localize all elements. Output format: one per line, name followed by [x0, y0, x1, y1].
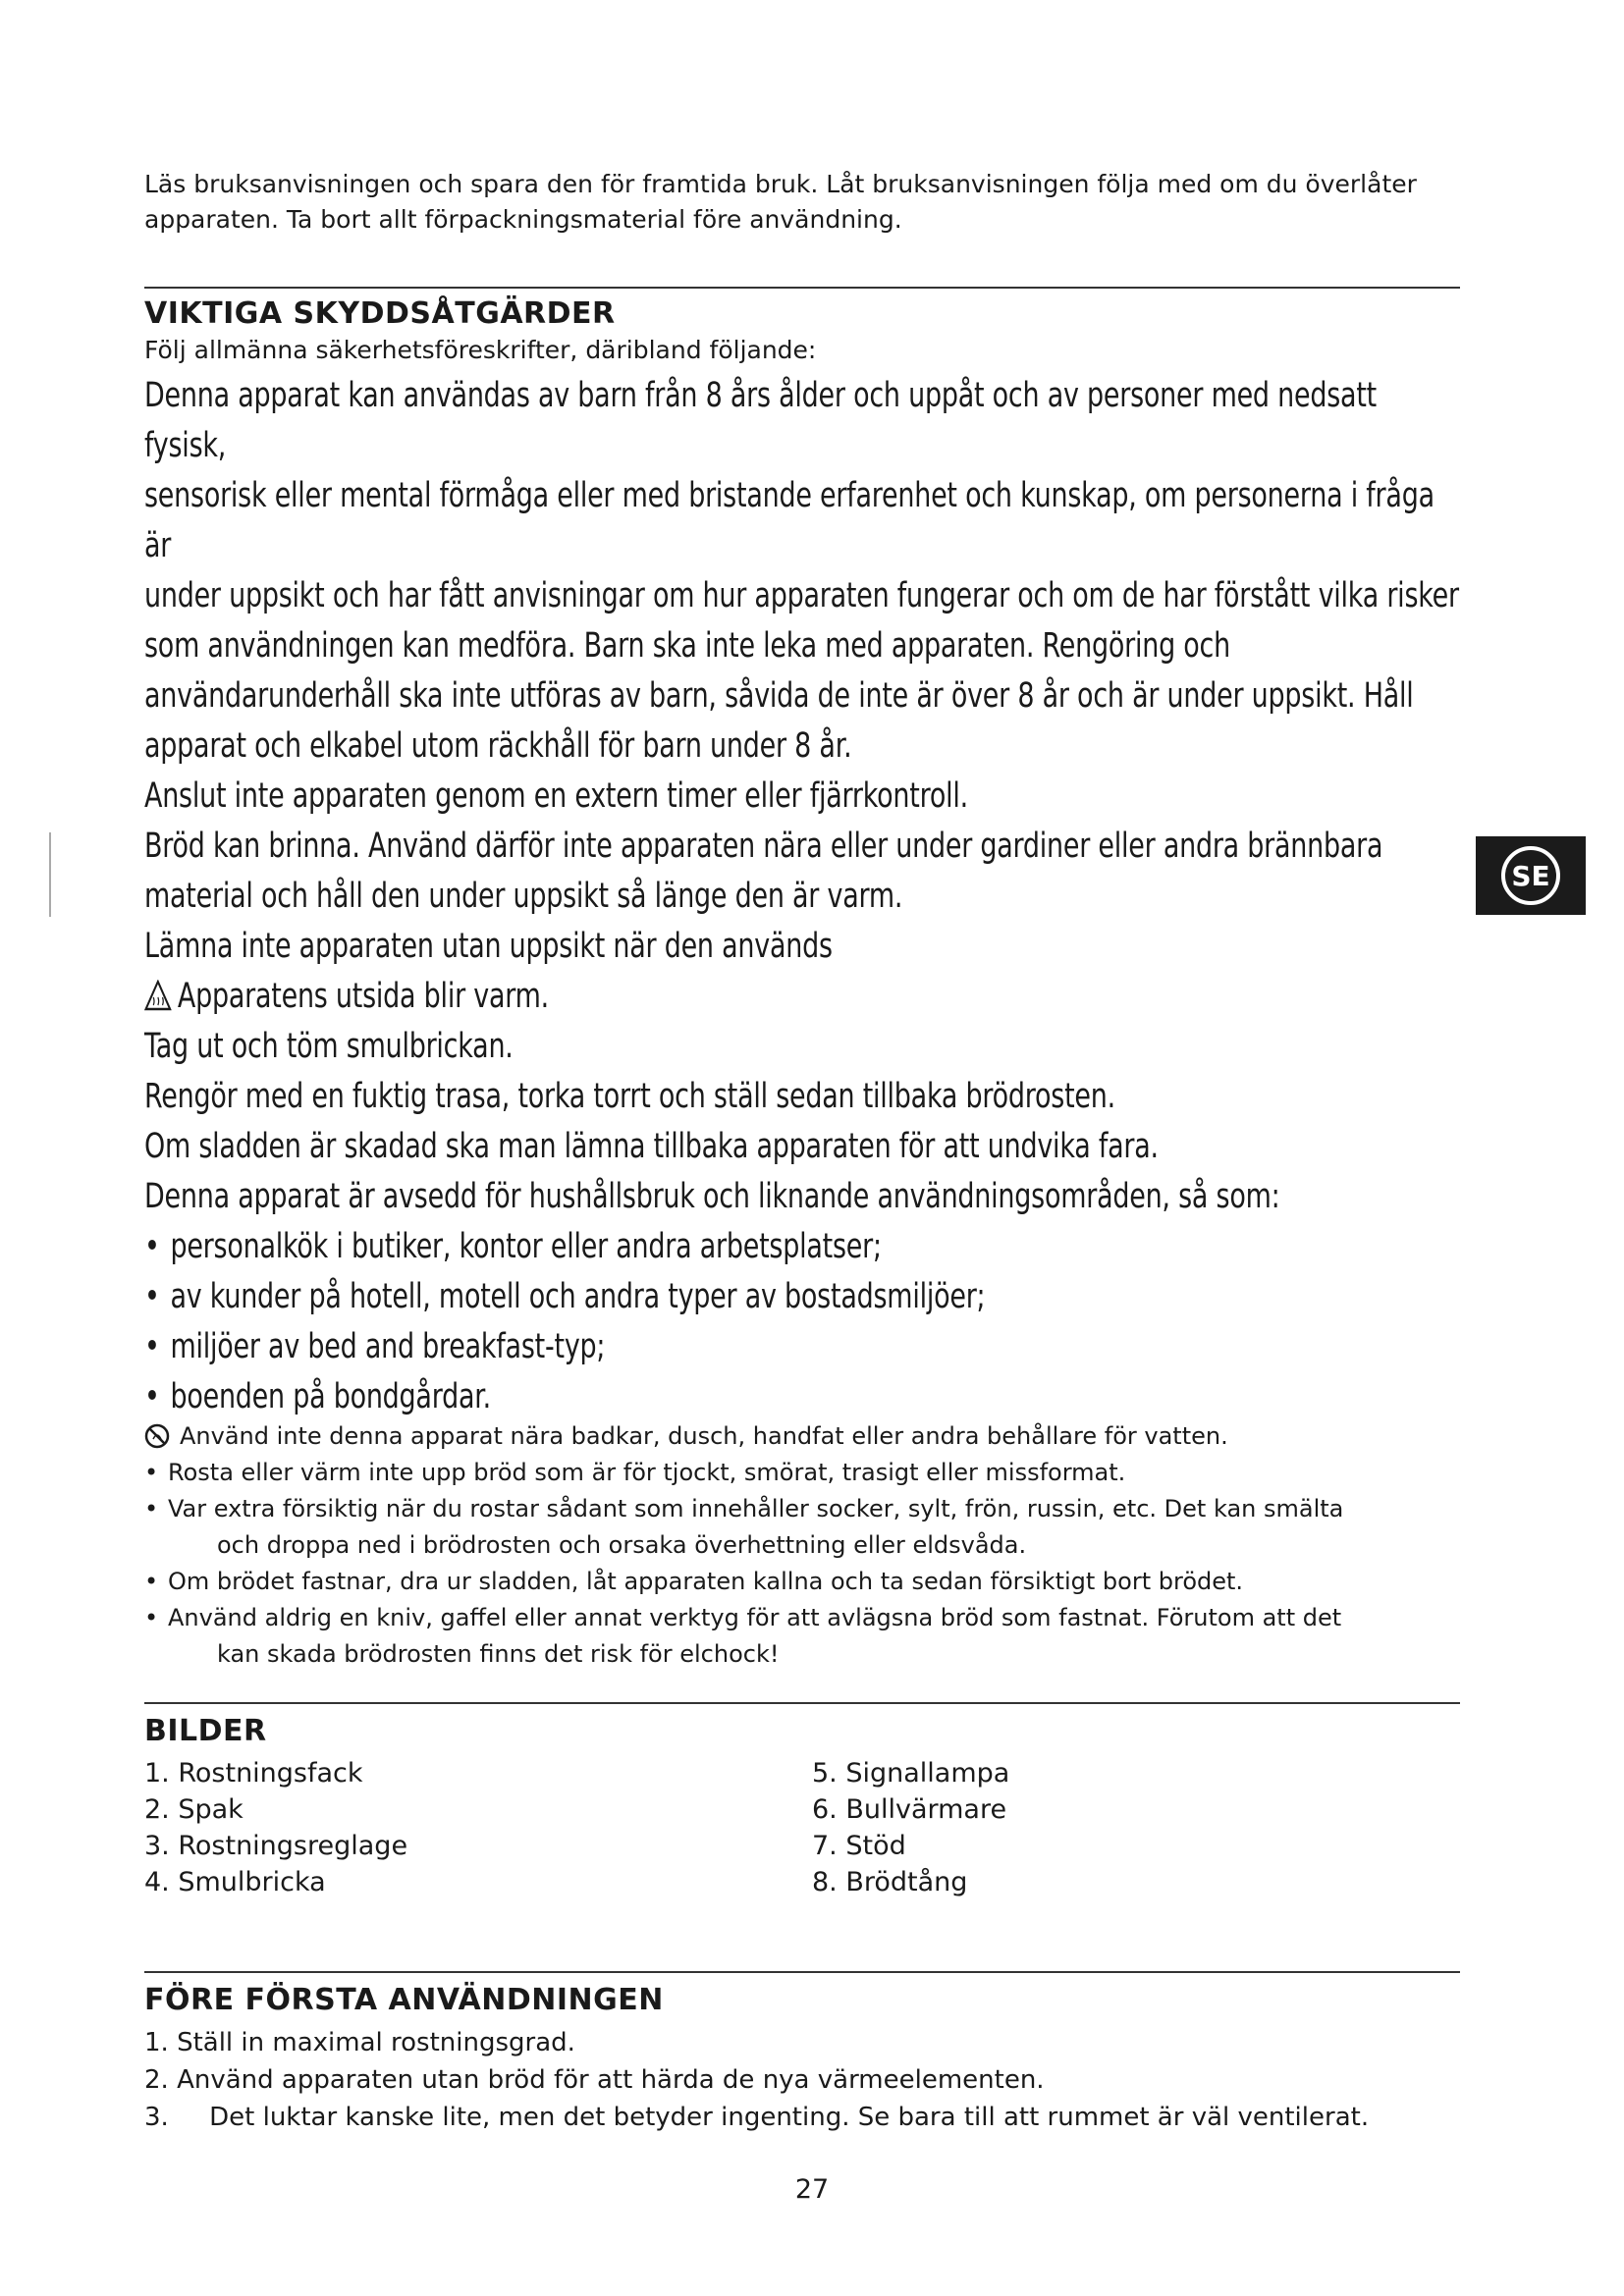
- first-use-step: 3. Det luktar kanske lite, men det betyder ingenting. Se bara till att rummet är väl ventilerat.: [144, 2103, 1370, 2132]
- safety-small-text: [144, 1418, 1460, 1673]
- part-item: 1. Rostningsfack: [144, 1758, 363, 1789]
- language-badge: SE: [1501, 846, 1560, 905]
- part-item: 6. Bullvärmare: [812, 1794, 1007, 1825]
- safety-line: Anslut inte apparaten genom en extern timer eller fjärrkontroll.: [144, 776, 968, 816]
- hot-surface-warning-icon: [144, 980, 172, 1011]
- safety-line: Bröd kan brinna. Använd därför inte apparaten nära eller under gardiner eller andra brännbara: [144, 827, 1383, 866]
- safety-line: sensorisk eller mental förmåga eller med bristande erfarenhet och kunskap, om personerna i fråga är: [144, 476, 1435, 565]
- water-warning: [144, 1418, 1460, 1455]
- safety-line: Denna apparat kan användas av barn från 8 års ålder och uppåt och av personer med nedsatt fysisk,: [144, 376, 1377, 465]
- small-bullet: • Använd aldrig en kniv, gaffel eller annat verktyg för att avlägsna bröd som fastnat. Förutom att det: [144, 1604, 1342, 1631]
- first-use-steps: [144, 2024, 1460, 2136]
- page-number: 27: [794, 2174, 830, 2205]
- part-item: 2. Spak: [144, 1794, 244, 1825]
- safety-line: Om sladden är skadad ska man lämna tillbaka apparaten för att undvika fara.: [144, 1127, 1159, 1166]
- hot-surface-warning-text: Apparatens utsida blir varm.: [177, 977, 549, 1016]
- part-item: 7. Stöd: [812, 1831, 906, 1861]
- part-item: 3. Rostningsreglage: [144, 1831, 408, 1861]
- images-heading: BILDER: [144, 1714, 267, 1748]
- part-item: 8. Brödtång: [812, 1867, 968, 1897]
- small-bullet: • Om brödet fastnar, dra ur sladden, låt apparaten kallna och ta sedan försiktigt bort brödet.: [144, 1568, 1244, 1595]
- usage-bullet: • personalkök i butiker, kontor eller andra arbetsplatser;: [144, 1222, 1464, 1272]
- safety-line: Lämna inte apparaten utan uppsikt när den används: [144, 927, 833, 966]
- language-tab: [1476, 836, 1586, 915]
- small-bullet: • Var extra försiktig när du rostar sådant som innehåller socker, sylt, frön, russin, etc. Det kan smälta: [144, 1495, 1344, 1522]
- parts-list: [144, 1755, 1460, 1900]
- first-use-heading: FÖRE FÖRSTA ANVÄNDNINGEN: [144, 1983, 664, 2017]
- first-use-step: 1. Ställ in maximal rostningsgrad.: [144, 2028, 575, 2057]
- usage-bullet: • miljöer av bed and breakfast-typ;: [144, 1322, 1464, 1372]
- first-use-step: 2. Använd apparaten utan bröd för att härda de nya värmeelementen.: [144, 2065, 1045, 2095]
- water-warning-text: Använd inte denna apparat nära badkar, dusch, handfat eller andra behållare för vatten.: [180, 1422, 1228, 1450]
- small-bullet-continuation: och droppa ned i brödrosten och orsaka överhettning eller eldsvåda.: [217, 1531, 1027, 1559]
- safety-line: material och håll den under uppsikt så länge den är varm.: [144, 877, 903, 916]
- safety-line: apparat och elkabel utom räckhåll för barn under 8 år.: [144, 726, 852, 766]
- small-bullet-continuation: kan skada brödrosten finns det risk för elchock!: [217, 1640, 780, 1668]
- parts-list-left: [144, 1755, 812, 1900]
- safety-line: användarunderhåll ska inte utföras av barn, såvida de inte är över 8 år och är under uppsikt. Håll: [144, 676, 1414, 716]
- intro-line: Läs bruksanvisningen och spara den för framtida bruk. Låt bruksanvisningen följa med om du överlåter: [144, 170, 1417, 198]
- safety-large-text: [144, 371, 1464, 1422]
- part-item: 4. Smulbricka: [144, 1867, 326, 1897]
- safety-line: Rengör med en fuktig trasa, torka torrt och ställ sedan tillbaka brödrosten.: [144, 1077, 1115, 1116]
- safety-line: Tag ut och töm smulbrickan.: [144, 1027, 514, 1066]
- safety-line: Denna apparat är avsedd för hushållsbruk och liknande användningsområden, så som:: [144, 1177, 1280, 1216]
- no-water-icon: [144, 1423, 170, 1449]
- intro-line: apparaten. Ta bort allt förpackningsmaterial före användning.: [144, 205, 902, 234]
- usage-bullet: • av kunder på hotell, motell och andra typer av bostadsmiljöer;: [144, 1272, 1464, 1322]
- safety-heading: VIKTIGA SKYDDSÅTGÄRDER: [144, 296, 616, 331]
- intro: [144, 167, 1460, 238]
- margin-marker: [49, 832, 51, 917]
- part-item: 5. Signallampa: [812, 1758, 1010, 1789]
- parts-list-right: [812, 1755, 1009, 1900]
- safety-line: under uppsikt och har fått anvisningar om hur apparaten fungerar och om de har förstått vilka risker: [144, 576, 1459, 615]
- small-bullet: • Rosta eller värm inte upp bröd som är för tjockt, smörat, trasigt eller missformat.: [144, 1459, 1126, 1486]
- safety-subheading: Följ allmänna säkerhetsföreskrifter, däribland följande:: [144, 336, 817, 364]
- safety-line: som användningen kan medföra. Barn ska inte leka med apparaten. Rengöring och: [144, 626, 1230, 666]
- hot-surface-warning: [144, 972, 1464, 1022]
- usage-bullet: • boenden på bondgårdar.: [144, 1372, 1464, 1422]
- page-content: [144, 167, 1460, 2136]
